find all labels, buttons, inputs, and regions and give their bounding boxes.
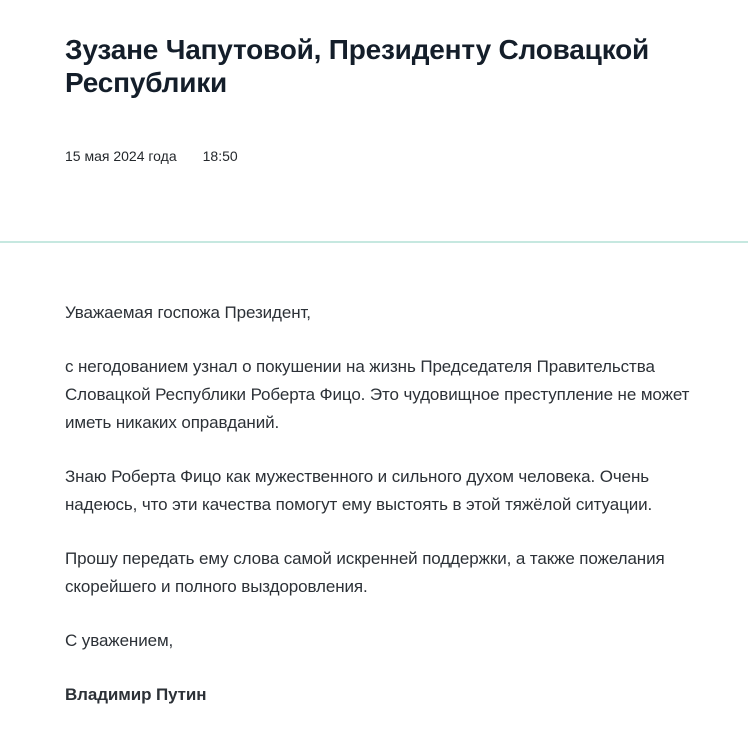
- publish-time: 18:50: [202, 148, 238, 164]
- paragraph-line: с негодованием узнал о покушении на жизнь Председателя Правительства: [65, 357, 655, 376]
- closing-salutation: [65, 627, 708, 655]
- paragraph-line: Знаю Роберта Фицо как мужественного и сильного духом человека. Очень: [65, 467, 650, 486]
- publish-date: 15 мая 2024 года: [65, 148, 177, 164]
- letter-paragraph: [65, 545, 708, 601]
- article-meta: [65, 146, 685, 166]
- salutation: [65, 299, 708, 327]
- letter-body: [0, 243, 748, 709]
- paragraph-line: С уважением,: [65, 631, 174, 650]
- paragraph-line: Словацкой Республики Роберта Фицо. Это чудовищное преступление не может: [65, 385, 690, 404]
- letter-paragraph: [65, 463, 708, 519]
- article-header: [0, 0, 748, 166]
- paragraph-line: Владимир Путин: [65, 685, 207, 704]
- signature-name: [65, 681, 708, 709]
- article-title-line-1: Зузане Чапутовой, Президенту Словацкой: [65, 34, 650, 65]
- letter-paragraph: [65, 353, 708, 437]
- article-title: [65, 33, 685, 99]
- paragraph-line: скорейшего и полного выздоровления.: [65, 577, 368, 596]
- paragraph-line: Уважаемая госпожа Президент,: [65, 303, 311, 322]
- paragraph-line: Прошу передать ему слова самой искренней поддержки, а также пожелания: [65, 549, 665, 568]
- article-title-line-2: Республики: [65, 67, 228, 98]
- paragraph-line: надеюсь, что эти качества помогут ему выстоять в этой тяжёлой ситуации.: [65, 495, 653, 514]
- paragraph-line: иметь никаких оправданий.: [65, 413, 280, 432]
